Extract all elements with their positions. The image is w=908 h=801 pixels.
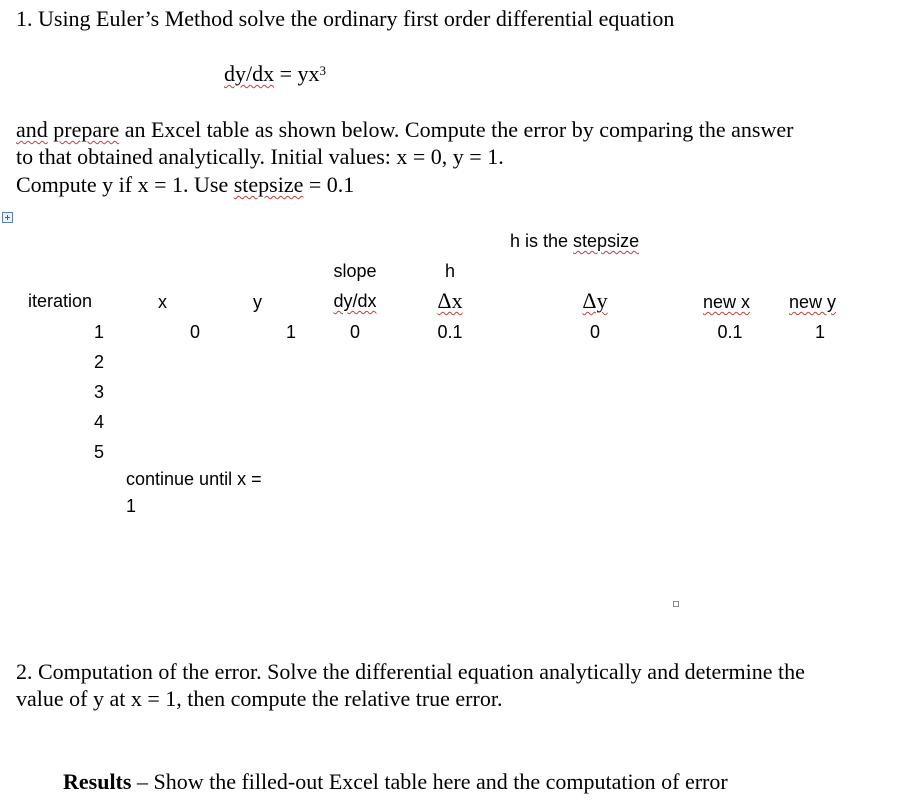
row2-iteration: 2 — [93, 352, 104, 372]
problem-1-heading: 1. Using Euler’s Method solve the ordinary first order differential equation — [16, 6, 675, 31]
results-label: Results — [63, 769, 132, 794]
row1-dydx: 0 — [349, 322, 360, 342]
differential-equation — [224, 60, 326, 87]
col-dydx — [320, 290, 390, 312]
instructions-line-1-rest: an Excel table as shown below. Compute the error by comparing the answer — [119, 117, 794, 142]
word-prepare: prepare — [53, 117, 120, 142]
header-h: h — [444, 261, 455, 281]
row1-delta-x: 0.1 — [437, 322, 463, 342]
equation-lhs: dy/dx — [224, 61, 275, 86]
stepsize-note-word: stepsize — [573, 231, 640, 251]
col-delta-y — [570, 287, 620, 314]
instructions-line-3-start: Compute y if x = 1. Use — [16, 172, 234, 197]
row1-new-y: 1 — [814, 322, 825, 342]
instructions-line-3-end: = 0.1 — [303, 172, 355, 197]
header-slope: slope — [333, 261, 377, 281]
row3-iteration: 3 — [93, 382, 104, 402]
continue-note-line-1: continue until x = — [126, 469, 262, 489]
problem-2-line-2: value of y at x = 1, then compute the relative true error. — [16, 686, 503, 711]
row1-y: 1 — [285, 322, 296, 342]
word-stepsize: stepsize — [233, 172, 304, 197]
instructions-line-3 — [16, 171, 354, 198]
problem-2-line-1: 2. Computation of the error. Solve the differential equation analytically and determine the — [16, 659, 805, 684]
row1-delta-y: 0 — [589, 322, 600, 342]
results-line — [63, 768, 728, 795]
row5-iteration: 5 — [93, 442, 104, 462]
results-text: – Show the filled-out Excel table here and the computation of error — [131, 769, 728, 794]
col-new-x — [703, 291, 750, 313]
object-resize-handle[interactable] — [673, 601, 679, 607]
stepsize-note-prefix: h is the — [510, 231, 574, 251]
word-and: and — [16, 117, 48, 142]
col-dydx-text: dy/dx — [333, 291, 377, 311]
table-move-handle-icon[interactable] — [2, 212, 13, 223]
equation-rhs: = yx — [274, 61, 320, 86]
row4-iteration: 4 — [93, 412, 104, 432]
equation-exponent: 3 — [319, 63, 327, 78]
row1-new-x: 0.1 — [717, 322, 743, 342]
row1-x: 0 — [189, 322, 200, 342]
col-delta-y-text: Δy — [582, 288, 608, 313]
col-new-y — [789, 291, 836, 313]
col-new-x-text: new x — [703, 292, 751, 312]
instructions-line-2: to that obtained analytically. Initial values: x = 0, y = 1. — [16, 144, 504, 169]
col-delta-x-text: Δx — [437, 288, 463, 313]
instructions-line-1 — [16, 116, 793, 143]
col-x: x — [158, 292, 167, 312]
col-delta-x — [425, 287, 475, 314]
continue-note-line-2: 1 — [126, 496, 137, 516]
col-new-y-text: new y — [789, 292, 837, 312]
col-iteration: iteration — [28, 291, 93, 311]
row1-iteration: 1 — [93, 322, 104, 342]
col-y: y — [253, 292, 262, 312]
stepsize-note — [510, 230, 639, 252]
